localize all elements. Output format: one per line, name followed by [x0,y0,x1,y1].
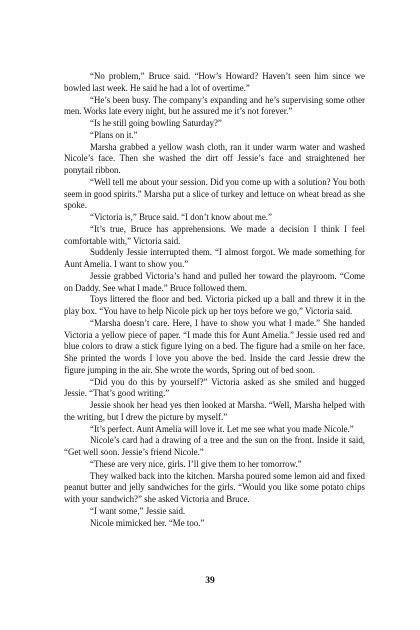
paragraph: “He’s been busy. The company’s expanding and he’s supervising some other men. Works late every night, but he assured me it’s not forever.” [64,94,365,117]
paragraph: “It’s perfect. Aunt Amelia will love it. Let me see what you made Nicole.” [90,423,354,434]
page-number: 39 [205,576,215,586]
paragraph: “It’s true, Bruce has apprehensions. We made a decision I think I feel comfortable with,” Victoria said. [64,223,365,246]
paragraph: Jessie grabbed Victoria’s hand and pulled her toward the playroom. “Come on Daddy. See what I made.” Bruce followed them. [64,270,365,293]
paragraph: Nicole’s card had a drawing of a tree and the sun on the front. Inside it said, “Get well soon. Jessie’s friend Nicole.” [64,435,365,457]
paragraph: Nicole mimicked her. “Me too.” [90,517,205,528]
paragraph: “Marsha doesn’t care. Here, I have to show you what I made.” She handed Victoria a yellow piece of paper. “I made this for Aunt Amelia.” Jessie used red and blue colors to draw a stick figure lying on a bed. The figure had a smile on her face. She printed the words I love you above the bed. Inside the card Jessie drew the figure jumping in the air. She wrote the words, Spring out of bed soon. [64,317,365,375]
paragraph: “Is he still going bowling Saturday?” [90,118,222,128]
paragraph: “These are very nice, girls. I’ll give them to her tomorrow.” [90,458,302,469]
paragraph: Marsha grabbed a yellow wash cloth, ran it under warm water and washed Nicole’s face. Then she washed the dirt off Jessie’s face and straightened her ponytail ribbon. [64,141,365,175]
body-text [64,71,365,529]
paragraph: They walked back into the kitchen. Marsha poured some lemon aid and fixed peanut butter and jelly sandwiches for the girls. “Would you like some potato chips with your sandwich?” she asked Victoria and Bruce. [64,470,365,504]
paragraph: “Well tell me about your session. Did you come up with a solution? You both seem in good spirits.” Marsha put a slice of turkey and lettuce on wheat bread as she spoke. [64,176,365,211]
paragraph: Jessie shook her head yes then looked at Marsha. “Well, Marsha helped with the writing, but I drew the picture by myself.” [64,400,365,422]
paragraph: Suddenly Jessie interrupted them. “I almost forgot. We made something for Aunt Amelia. I want to show you.” [64,247,365,269]
paragraph: “Victoria is,” Bruce said. “I don’t know about me.” [90,212,272,222]
paragraph: “No problem,” Bruce said. “How’s Howard? Haven’t seen him since we bowled last week. He said he had a lot of overtime.” [64,71,365,93]
paragraph: “I want some,” Jessie said. [90,505,186,516]
paragraph: Toys littered the floor and bed. Victoria picked up a ball and threw it in the play box. “You have to help Nicole pick up her toys before we go,” Victoria said. [64,294,365,316]
paragraph: “Plans on it.” [90,129,138,140]
paragraph: “Did you do this by yourself?” Victoria asked as she smiled and hugged Jessie. “That’s good writing.” [64,376,365,399]
